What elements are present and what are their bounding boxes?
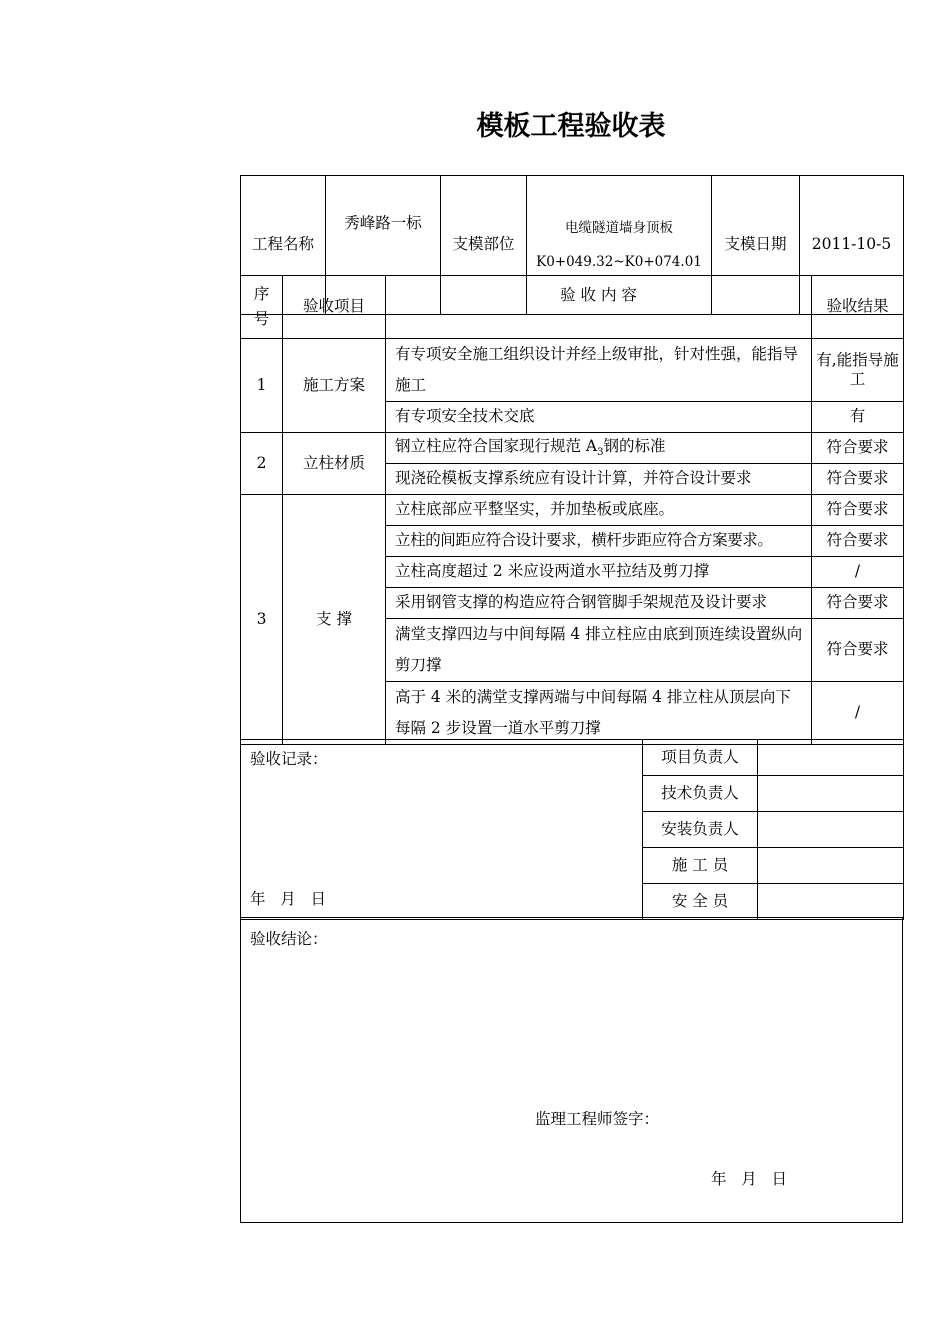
result-cell: 符合要求 xyxy=(812,619,904,682)
group-item: 支 撑 xyxy=(283,495,386,745)
content-cell xyxy=(386,433,812,464)
result-cell: 符合要求 xyxy=(812,495,904,526)
result-cell: 符合要求 xyxy=(812,464,904,495)
page-title: 模板工程验收表 xyxy=(476,111,666,142)
result-cell: 有,能指导施工 xyxy=(812,339,904,402)
role-constructor: 施 工 员 xyxy=(643,848,758,884)
col-seq-line1: 序 xyxy=(253,284,270,303)
formwork-location-line2: K0+049.32~K0+074.01 xyxy=(536,254,702,270)
group-seq: 3 xyxy=(241,495,283,745)
signature-field[interactable] xyxy=(758,848,904,884)
signature-field[interactable] xyxy=(758,812,904,848)
content-text: 钢的标准 xyxy=(603,436,666,455)
record-date: 年 月 日 xyxy=(250,890,327,908)
formwork-location-label: 支模部位 xyxy=(441,176,527,315)
content-cell: 有专项安全施工组织设计并经上级审批，针对性强，能指导施工 xyxy=(386,339,812,402)
content-cell: 高于 4 米的满堂支撑两端与中间每隔 4 排立柱从顶层向下每隔 2 步设置一道水平剪刀撑 xyxy=(386,682,812,745)
col-result-header: 验收结果 xyxy=(812,276,904,339)
project-name-label: 工程名称 xyxy=(241,176,326,315)
col-seq-line2: 号 xyxy=(253,310,270,328)
result-cell: / xyxy=(812,682,904,745)
record-table xyxy=(240,739,904,920)
role-project-manager: 项目负责人 xyxy=(643,740,758,776)
record-cell xyxy=(241,740,643,920)
signature-field[interactable] xyxy=(758,884,904,920)
inspection-table xyxy=(240,275,904,745)
content-cell: 满堂支撑四边与中间每隔 4 排立柱应由底到顶连续设置纵向剪刀撑 xyxy=(386,619,812,682)
group-item: 立柱材质 xyxy=(283,433,386,495)
conclusion-date: 年 月 日 xyxy=(711,1170,788,1188)
signature-field[interactable] xyxy=(758,740,904,776)
project-name-value: 秀峰路一标 xyxy=(326,176,441,315)
group-seq: 1 xyxy=(241,339,283,433)
result-cell: 有 xyxy=(812,402,904,433)
content-cell: 有专项安全技术交底 xyxy=(386,402,812,433)
signature-field[interactable] xyxy=(758,776,904,812)
conclusion-cell xyxy=(241,918,903,1223)
result-cell: 符合要求 xyxy=(812,526,904,557)
content-cell: 现浇砼模板支撑系统应有设计计算，并符合设计要求 xyxy=(386,464,812,495)
content-cell: 立柱高度超过 2 米应设两道水平拉结及剪刀撑 xyxy=(386,557,812,588)
group-seq: 2 xyxy=(241,433,283,495)
content-cell: 采用钢管支撑的构造应符合钢管脚手架规范及设计要求 xyxy=(386,588,812,619)
col-seq-header xyxy=(241,276,283,339)
col-item-header: 验收项目 xyxy=(283,276,386,339)
content-cell: 立柱底部应平整坚实，并加垫板或底座。 xyxy=(386,495,812,526)
record-label: 验收记录： xyxy=(250,750,328,768)
supervisor-signature-label: 监理工程师签字： xyxy=(535,1110,660,1128)
result-cell: 符合要求 xyxy=(812,433,904,464)
group-item: 施工方案 xyxy=(283,339,386,433)
content-subscript: 3 xyxy=(597,446,604,458)
col-content-header: 验 收 内 容 xyxy=(386,276,812,339)
content-text: 钢立柱应符合国家现行规范 A xyxy=(395,436,598,455)
conclusion-label: 验收结论： xyxy=(250,930,328,948)
formwork-location-line1: 电缆隧道墙身顶板 xyxy=(565,220,673,236)
role-technical-lead: 技术负责人 xyxy=(643,776,758,812)
result-cell: 符合要求 xyxy=(812,588,904,619)
formwork-date-label: 支模日期 xyxy=(712,176,800,315)
role-installation-lead: 安装负责人 xyxy=(643,812,758,848)
result-cell: / xyxy=(812,557,904,588)
role-safety-officer: 安 全 员 xyxy=(643,884,758,920)
content-cell: 立柱的间距应符合设计要求，横杆步距应符合方案要求。 xyxy=(386,526,812,557)
formwork-date-value: 2011-10-5 xyxy=(800,176,904,315)
conclusion-table xyxy=(240,917,903,1223)
